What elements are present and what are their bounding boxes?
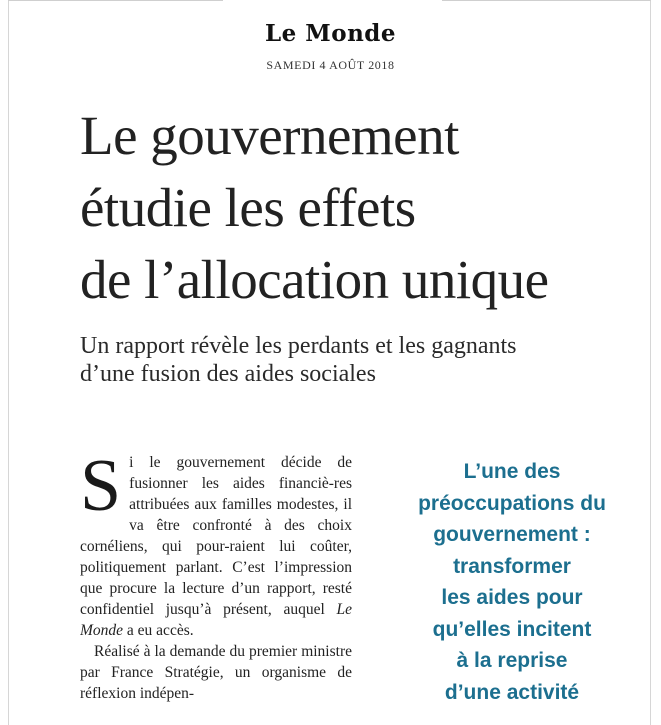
headline-line: Le gouvernement [80, 105, 459, 166]
pull-quote-line: à la reprise [456, 649, 568, 672]
pull-quote-line: transformer [453, 554, 571, 578]
body-paragraph-1 [80, 452, 352, 641]
dropcap-letter: S [80, 452, 122, 527]
subhead-line: Un rapport révèle les perdants et les gagnants [80, 333, 517, 359]
pull-quote-line: d’une activité [444, 680, 580, 704]
pull-quote-line: préoccupations du [418, 491, 606, 515]
article-body [80, 452, 352, 725]
body-paragraph-2: Réalisé à la demande du premier ministre par France Stratégie, un organisme de réflexion indépen- [80, 643, 352, 702]
body-paragraph-1-end: a eu accès. [123, 622, 194, 639]
pull-quote-line: L’une des [463, 460, 561, 483]
frame-top-left-rule [8, 0, 223, 1]
pull-quote [372, 456, 652, 708]
publication-date: SAMEDI 4 AOÛT 2018 [266, 58, 395, 72]
headline-line: étudie les effets [80, 177, 416, 238]
pull-quote-line: qu’elles incitent [432, 617, 592, 641]
headline-line: de l’allocation unique [80, 249, 549, 310]
body-paragraph-1-text: i le gouvernement décide de fusionner les aides financiè-res attribuées aux familles modestes, il va être confronté à des choix cornéliens, qui pour-raient lui coûter, politiquement parlant. C’est l’impression que procure la lecture d’un rapport, resté confidentiel jusqu’à présent, auquel [80, 454, 352, 618]
pull-quote-line: les aides pour [441, 586, 583, 609]
article-headline [80, 100, 655, 316]
frame-top-right-rule [442, 0, 651, 1]
newspaper-name-italic: Le Monde [80, 601, 352, 639]
pull-quote-line: gouvernement : [433, 523, 591, 546]
masthead-logo: Le Monde [264, 20, 397, 47]
subhead-line: d’une fusion des aides sociales [80, 361, 376, 387]
article-subhead [80, 332, 650, 388]
